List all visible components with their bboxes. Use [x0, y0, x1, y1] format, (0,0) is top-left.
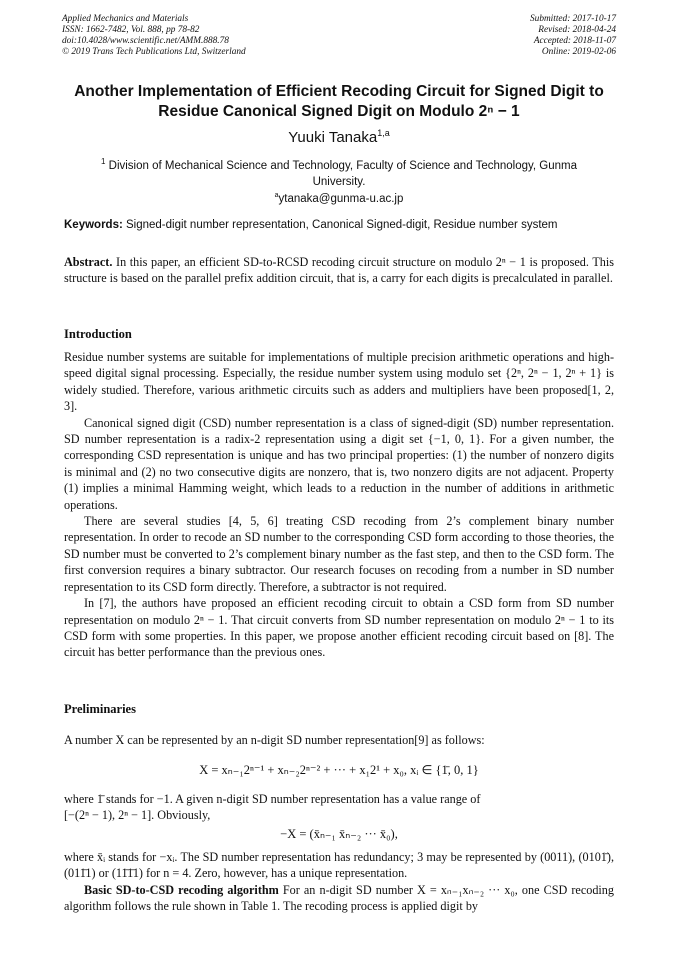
- recoding-algorithm-text: For an n-digit SD number X = xₙ₋₁xₙ₋₂ ··· x₀, one CSD recoding algorithm follows the rule shown in Table 1. The recoding process is applied digit by: [64, 883, 614, 914]
- intro-paragraph-4: In [7], the authors have proposed an efficient recoding circuit to obtain a CSD form from SD number representation on modulo 2ⁿ − 1. That circuit converts from SD number representation on modulo 2ⁿ − 1 to its CSD form with some properties. In this paper, we propose another efficient recoding circuit based on [8]. The circuit has better performance than the previous ones.: [64, 596, 614, 660]
- equation-sd-representation: X = xₙ₋₁2ⁿ⁻¹ + xₙ₋₂2ⁿ⁻² + ··· + x₁2¹ + x₀, xᵢ ∈ {1̄, 0, 1}: [199, 763, 479, 777]
- paper-title: [50, 82, 628, 122]
- submission-dates: [530, 14, 616, 58]
- accepted-date: Accepted: 2018-11-07: [533, 36, 616, 46]
- keywords-text: Signed-digit number representation, Canonical Signed-digit, Residue number system: [126, 219, 558, 231]
- keywords-label: Keywords:: [64, 219, 123, 231]
- author-email: [0, 192, 678, 205]
- email-sup: a: [274, 192, 279, 199]
- submitted-date: Submitted: 2017-10-17: [530, 14, 616, 24]
- recoding-algorithm-lead: Basic SD-to-CSD recoding algorithm: [84, 883, 279, 897]
- introduction-body: [64, 349, 614, 661]
- issn-line: ISSN: 1662-7482, Vol. 888, pp 78-82: [62, 25, 200, 35]
- title-line-2: Residue Canonical Signed Digit on Modulo 2ⁿ − 1: [158, 103, 520, 120]
- title-line-1: Another Implementation of Efficient Recoding Circuit for Signed Digit to: [74, 83, 604, 100]
- prelim-paragraph-2: [64, 791, 614, 824]
- abstract: [64, 254, 614, 287]
- prelim-paragraph-2a: where 1̄ stands for −1. A given n-digit SD number representation has a value range of: [64, 792, 481, 806]
- email-text: ytanaka@gunma-u.ac.jp: [278, 192, 404, 205]
- journal-name: Applied Mechanics and Materials: [62, 14, 189, 24]
- author-name: Yuuki Tanaka: [288, 129, 378, 146]
- revised-date: Revised: 2018-04-24: [538, 25, 616, 35]
- intro-paragraph-1: Residue number systems are suitable for implementations of multiple precision arithmetic operations and high-speed digital signal processing. Especially, the residue number system using modulo set {2ⁿ, 2ⁿ − 1, 2ⁿ + 1} is widely studied. Therefore, various arithmetic circuits such as adders and multipliers have been proposed[1, 2, 3].: [64, 350, 614, 414]
- introduction-heading: Introduction: [64, 327, 132, 341]
- keywords: [64, 219, 614, 231]
- author-sup: 1,a: [377, 128, 390, 138]
- prelim-paragraph-1: A number X can be represented by an n-digit SD number representation[9] as follows:: [64, 733, 485, 747]
- prelim-paragraph-4: [64, 882, 614, 915]
- prelim-paragraph-2b: [−(2ⁿ − 1), 2ⁿ − 1]. Obviously,: [64, 808, 211, 823]
- affiliation: [80, 154, 598, 190]
- intro-paragraph-2: Canonical signed digit (CSD) number representation is a class of signed-digit (SD) number representation. SD number representation is a radix-2 representation using a digit set {−1, 0, 1}. For a given number, the corresponding CSD representation is unique and has two principal properties: (1) the number of nonzero digits is minimal and (2) no two consecutive digits are nonzero, that is, two nonzero digits are not adjacent. Property (1) implies a minimal Hamming weight, which leads to a reduction in the number of additions in arithmetic operations.: [64, 415, 614, 512]
- author: [0, 128, 678, 146]
- affiliation-sup: 1: [100, 157, 106, 166]
- equation-negation: −X = (x̄ₙ₋₁ x̄ₙ₋₂ ··· x̄₀),: [280, 827, 398, 841]
- abstract-label: Abstract.: [64, 255, 113, 269]
- prelim-paragraph-3: where x̄ᵢ stands for −xᵢ. The SD number representation has redundancy; 3 may be represented by (0011), (0101̄), (011̄1) or (11̄1̄1) for n = 4. Zero, however, has a unique representation.: [64, 850, 614, 881]
- online-date: Online: 2019-02-06: [541, 47, 616, 57]
- preliminaries-heading: Preliminaries: [64, 702, 136, 716]
- affiliation-text: Division of Mechanical Science and Technology, Faculty of Science and Technology, Gunma University.: [108, 159, 578, 188]
- doi-line: doi:10.4028/www.scientific.net/AMM.888.78: [62, 36, 229, 46]
- copyright-line: © 2019 Trans Tech Publications Ltd, Switzerland: [62, 47, 246, 57]
- journal-info: [62, 14, 246, 58]
- intro-paragraph-3: There are several studies [4, 5, 6] treating CSD recoding from 2’s complement binary number representation. In order to recode an SD number to the corresponding CSD form according to those theories, the SD number must be converted to 2’s complement binary number as the fast step, and then to the CSD form. The first conversion requires a binary subtractor. Our research focuses on recoding from a number in SD number representation to its CSD form directly. Therefore, a subtractor is not required.: [64, 514, 614, 594]
- abstract-text: In this paper, an efficient SD-to-RCSD recoding circuit structure on modulo 2ⁿ − 1 is proposed. This structure is based on the parallel prefix addition circuit, that is, a carry for each digits is precalculated in parallel.: [64, 255, 614, 286]
